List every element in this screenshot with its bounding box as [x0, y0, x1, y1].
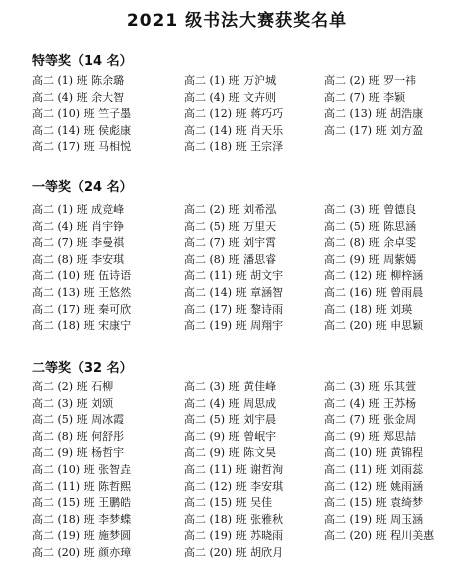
list-item: 高二 (13) 班 胡浩康: [324, 107, 424, 121]
list-item: 高二 (10) 班 伍诗语: [32, 269, 132, 283]
list-item: 高二 (15) 班 王鹏皓: [32, 496, 132, 510]
page-title: 2021 级书法大赛获奖名单: [126, 11, 348, 31]
list-item: 高二 (20) 班 申思颖: [324, 319, 424, 333]
list-item: 高二 (19) 班 周翔宇: [184, 319, 284, 333]
list-item: 高二 (14) 班 侯彪康: [32, 123, 132, 137]
list-item: 高二 (8) 班 潘思睿: [184, 252, 277, 266]
list-item: 高二 (5) 班 周冰霞: [32, 413, 125, 427]
list-item: 高二 (12) 班 柳梓涵: [324, 269, 424, 283]
list-item: 高二 (5) 班 刘宇晨: [184, 413, 277, 427]
list-item: 高二 (2) 班 罗一祎: [324, 74, 417, 87]
list-item: 高二 (7) 班 李曼祺: [32, 236, 125, 250]
list-item: 高二 (1) 班 成竞峰: [32, 203, 125, 216]
list-item: 高二 (17) 班 马相悦: [32, 140, 132, 154]
list-item: 高二 (14) 班 章涵智: [184, 286, 284, 299]
list-item: 高二 (17) 班 刘方盈: [324, 123, 424, 137]
list-item: 高二 (10) 班 竺子墨: [32, 107, 132, 121]
list-item: 高二 (16) 班 曾雨晨: [324, 286, 424, 299]
list-item: 高二 (18) 班 张雅秋: [184, 512, 284, 526]
list-item: 高二 (20) 班 颜亦璋: [32, 546, 132, 559]
list-item: 高二 (13) 班 王悠然: [32, 286, 132, 299]
list-item: 高二 (14) 班 肖天乐: [184, 123, 284, 137]
list-item: 高二 (19) 班 周玉涵: [324, 512, 424, 526]
list-item: 高二 (9) 班 郑思喆: [324, 429, 417, 443]
list-item: 高二 (18) 班 李梦蝶: [32, 512, 132, 526]
list-item: 高二 (4) 班 周思成: [184, 396, 277, 410]
list-item: 高二 (1) 班 陈余璐: [32, 74, 125, 87]
list-item: 高二 (9) 班 周紫嫣: [324, 252, 417, 266]
list-item: 高二 (9) 班 杨哲宇: [32, 446, 125, 460]
list-item: 高二 (17) 班 秦可欣: [32, 302, 132, 316]
list-item: 高二 (9) 班 陈文昊: [184, 446, 277, 460]
list-item: 高二 (5) 班 陈思涵: [324, 219, 417, 233]
list-item: 高二 (1) 班 万沪城: [184, 74, 277, 87]
list-item: 高二 (5) 班 万里天: [184, 219, 277, 233]
list-item: 高二 (3) 班 乐其萱: [324, 380, 417, 393]
list-item: 高二 (7) 班 李颖: [324, 90, 406, 104]
list-item: 高二 (8) 班 何舒彤: [32, 429, 125, 443]
list-item: 高二 (20) 班 胡欣月: [184, 546, 284, 559]
list-item: 高二 (19) 班 施梦圆: [32, 529, 132, 543]
list-item: 高二 (8) 班 李安琪: [32, 252, 125, 266]
list-item: 高二 (10) 班 黄锦程: [324, 446, 424, 460]
list-item: 高二 (2) 班 石柳: [32, 380, 114, 393]
list-item: 高二 (4) 班 余大智: [32, 90, 125, 104]
list-item: 高二 (19) 班 苏晓雨: [184, 529, 284, 543]
list-item: 高二 (12) 班 李安琪: [184, 479, 284, 493]
list-item: 高二 (3) 班 曾德良: [324, 203, 417, 216]
list-item: 高二 (3) 班 刘颂: [32, 396, 114, 410]
list-item: 高二 (12) 班 蒋巧巧: [184, 107, 284, 121]
list-item: 高二 (18) 班 宋康宁: [32, 319, 132, 333]
list-item: 高二 (4) 班 王苏杨: [324, 396, 417, 410]
list-item: 高二 (11) 班 陈哲熙: [32, 479, 132, 493]
list-item: 高二 (12) 班 姚雨涵: [324, 479, 424, 493]
list-item: 高二 (18) 班 王宗泽: [184, 140, 284, 154]
list-item: 高二 (3) 班 黄佳峰: [184, 380, 277, 393]
list-item: 高二 (11) 班 胡文宇: [184, 269, 284, 283]
list-item: 高二 (15) 班 袁绮梦: [324, 496, 424, 510]
list-item: 高二 (20) 班 程川美惠: [324, 529, 435, 543]
section-heading-second-prize: 二等奖（32 名）: [32, 361, 133, 376]
list-item: 高二 (4) 班 肖宇铮: [32, 219, 125, 233]
list-item: 高二 (18) 班 刘瑛: [324, 302, 413, 316]
list-item: 高二 (15) 班 吴佳: [184, 496, 273, 510]
list-item: 高二 (17) 班 黎诗雨: [184, 302, 284, 316]
list-item: 高二 (10) 班 张智垚: [32, 463, 132, 476]
section-heading-first-prize: 一等奖（24 名）: [32, 180, 133, 195]
section-heading-special-prize: 特等奖（14 名）: [32, 54, 133, 69]
list-item: 高二 (8) 班 余卓雯: [324, 236, 417, 250]
list-item: 高二 (7) 班 张金周: [324, 413, 417, 427]
list-item: 高二 (9) 班 曾岷宇: [184, 429, 277, 443]
list-item: 高二 (11) 班 刘雨蕊: [324, 463, 424, 476]
list-item: 高二 (11) 班 谢哲洵: [184, 463, 284, 476]
list-item: 高二 (7) 班 刘宇霄: [184, 236, 277, 250]
list-item: 高二 (4) 班 文卉则: [184, 90, 277, 104]
list-item: 高二 (2) 班 刘希泓: [184, 203, 277, 216]
